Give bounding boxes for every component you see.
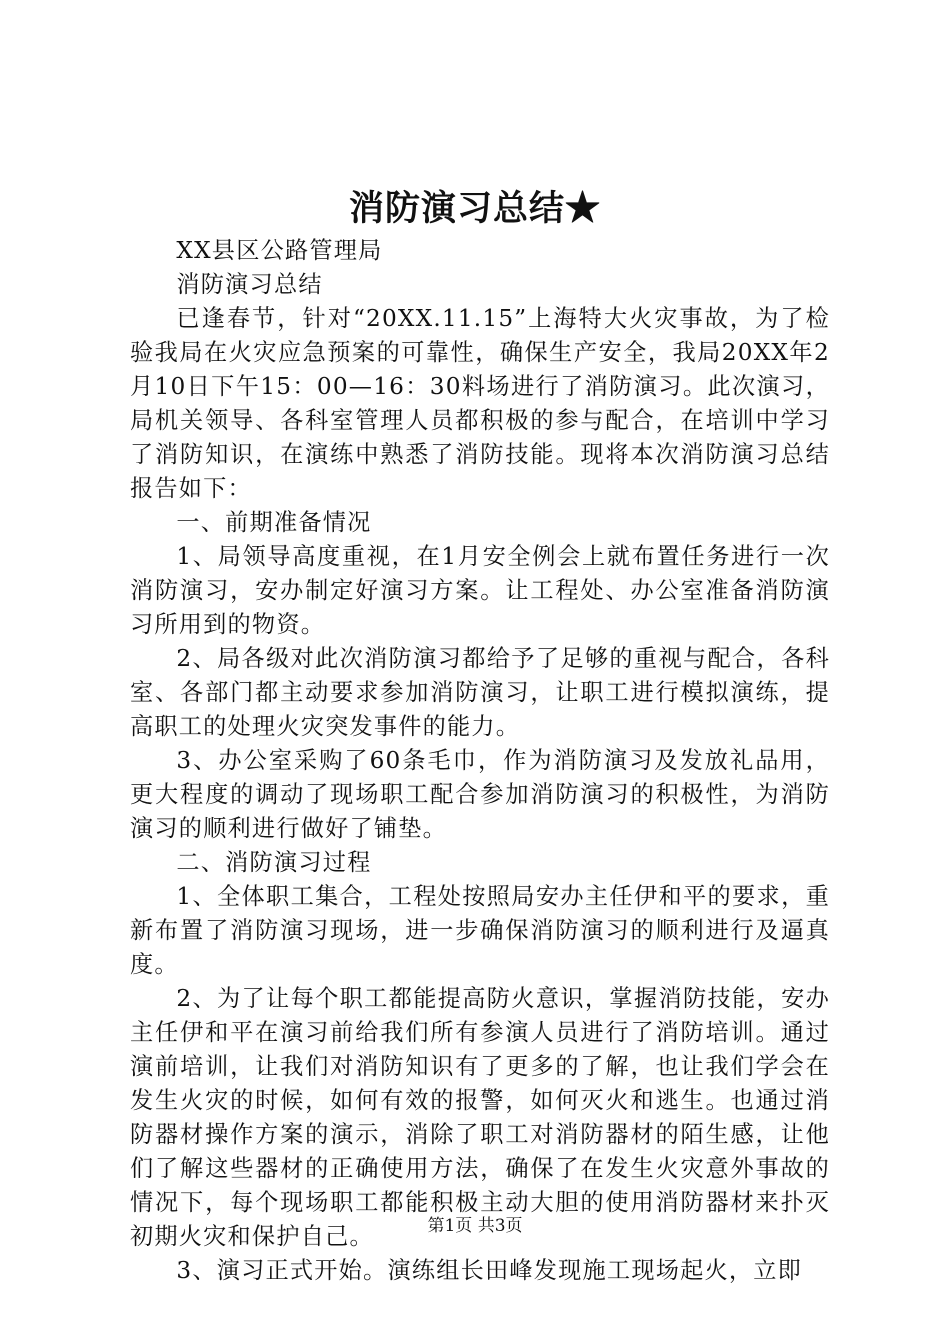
document-body xyxy=(130,234,830,1288)
document-title: 消防演习总结★ xyxy=(348,188,601,229)
paragraph-preparation-2: 2、局各级对此次消防演习都给予了足够的重视与配合，各科室、各部门都主动要求参加消防演习，让职工进行模拟演练，提高职工的处理火灾突发事件的能力。 xyxy=(130,645,830,740)
paragraph-process-2: 2、为了让每个职工都能提高防火意识，掌握消防技能，安办主任伊和平在演习前给我们所有参演人员进行了消防培训。通过演前培训，让我们对消防知识有了更多的了解，也让我们学会在发生火灾的时候，如何有效的报警，如何灭火和逃生。也通过消防器材操作方案的演示，消除了职工对消防器材的陌生感，让他们了解这些器材的正确使用方法，确保了在发生火灾意外事故的情况下，每个现场职工都能积极主动大胆的使用消防器材来扑灭初期火灾和保护自己。 xyxy=(130,985,830,1250)
paragraph-preparation-3: 3、办公室采购了60条毛巾，作为消防演习及发放礼品用，更大程度的调动了现场职工配合参加消防演习的积极性，为消防演习的顺利进行做好了铺垫。 xyxy=(130,747,830,842)
paragraph-organization: XX县区公路管理局 xyxy=(176,237,383,264)
section-heading-process: 二、消防演习过程 xyxy=(176,849,372,876)
paragraph-preparation-1: 1、局领导高度重视，在1月安全例会上就布置任务进行一次消防演习，安办制定好演习方案。让工程处、办公室准备消防演习所用到的物资。 xyxy=(130,543,830,638)
paragraph-process-1: 1、全体职工集合，工程处按照局安办主任伊和平的要求，重新布置了消防演习现场，进一步确保消防演习的顺利进行及逼真度。 xyxy=(130,883,830,978)
section-heading-preparation: 一、前期准备情况 xyxy=(176,509,372,536)
paragraph-process-3: 3、演习正式开始。演练组长田峰发现施工现场起火，立即 xyxy=(176,1257,803,1284)
page-number-footer: 第1页 共3页 xyxy=(427,1216,523,1236)
paragraph-subtitle: 消防演习总结 xyxy=(176,271,323,298)
paragraph-intro: 已逢春节，针对“20XX.11.15”上海特大火灾事故，为了检验我局在火灾应急预案的可靠性，确保生产安全，我局20XX年2月10日下午15：00—16：30料场进行了消防演习。此次演习，局机关领导、各科室管理人员都积极的参与配合，在培训中学习了消防知识，在演练中熟悉了消防技能。现将本次消防演习总结报告如下： xyxy=(130,305,830,502)
